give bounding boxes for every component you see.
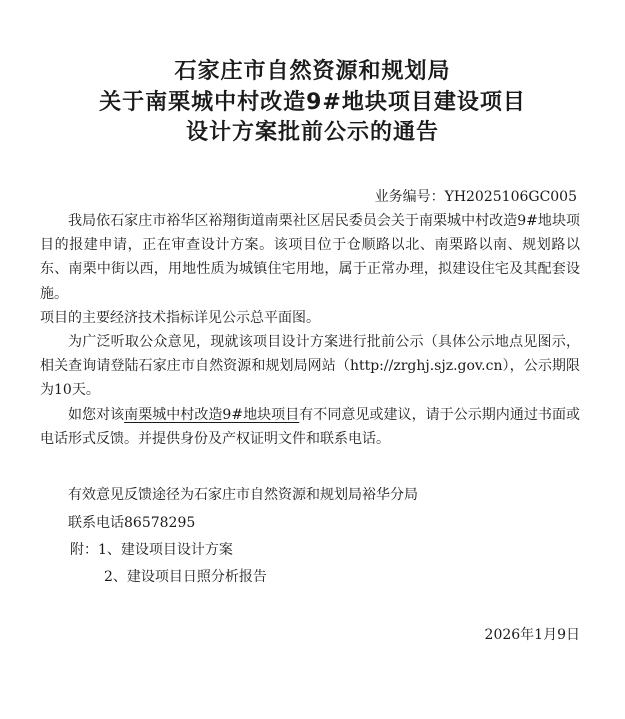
feedback-channel: 有效意见反馈途径为石家庄市自然资源和规划局裕华分局 — [68, 487, 418, 503]
notice-date: 2026年1月9日 — [484, 627, 580, 643]
feedback-suffix: 有不同意见或建议，请于公示期内通过书面或电话形式反馈。并提供身份及产权证明文件和联系电话。 — [40, 406, 581, 447]
project-name-underlined: 南栗城中村改造9#地块项目 — [124, 406, 300, 423]
document-title-line-3: 设计方案批前公示的通告 — [185, 120, 439, 145]
paragraph-publicity: 为广泛听取公众意见，现就该项目设计方案进行批前公示（具体公示地点见图示，相关查询请登陆石家庄市自然资源和规划局网站（http://zrghj.sjz.gov.cn），公示期限为10天。 — [40, 334, 580, 399]
attachment-item-2: 2、建设项目日照分析报告 — [104, 569, 267, 585]
business-serial-number: 业务编号：YH2025106GC005 — [374, 189, 577, 205]
feedback-prefix: 如您对该 — [68, 406, 125, 423]
paragraph-feedback-request — [40, 403, 580, 451]
document-title-line-2: 关于南栗城中村改造9#地块项目建设项目 — [99, 90, 526, 115]
document-title-line-1: 石家庄市自然资源和规划局 — [174, 59, 451, 84]
notice-body — [40, 209, 580, 451]
attachment-item-1: 附：1、建设项目设计方案 — [70, 542, 233, 558]
contact-phone: 联系电话86578295 — [68, 515, 196, 531]
paragraph-application: 我局依石家庄市裕华区裕翔街道南栗社区居民委员会关于南栗城中村改造9#地块项目的报建申请，正在审查设计方案。该项目位于仓顺路以北、南栗路以南、规划路以东、南栗中街以西，用地性质为城镇住宅用地，属于正常办理，拟建设住宅及其配套设施。 — [40, 213, 580, 302]
paragraph-indicators: 项目的主要经济技术指标详见公示总平面图。 — [40, 309, 320, 326]
